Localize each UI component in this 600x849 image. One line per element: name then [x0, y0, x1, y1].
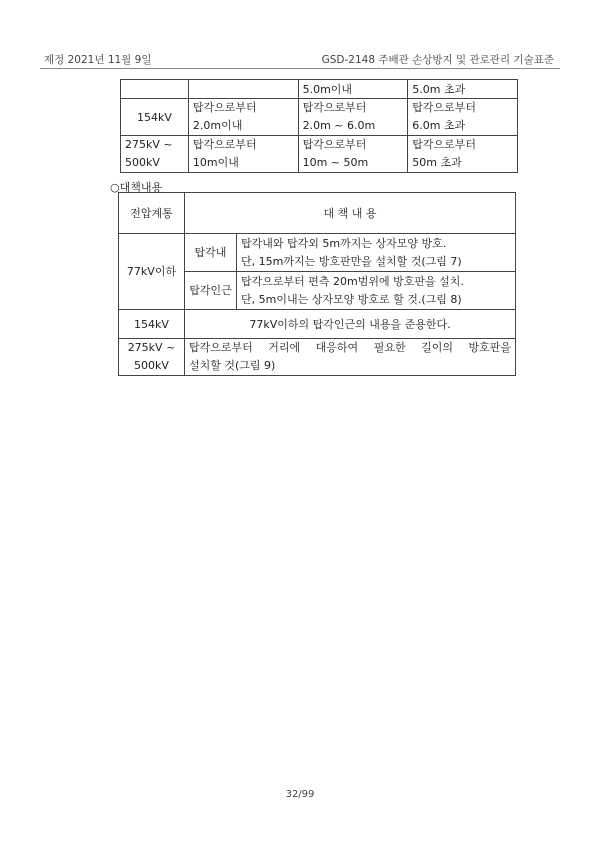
cell-line: 설치할 것(그림 9) — [189, 359, 276, 372]
table-row — [119, 234, 516, 272]
table-cell: 5.0m이내 — [298, 80, 408, 99]
cell-line: 탑각으로부터 — [412, 138, 477, 151]
voltage-cell — [121, 136, 189, 173]
cell-line: 탑각으로부터 거리에 대응하여 필요한 길이의 방호판을 — [189, 341, 511, 354]
table-cell — [121, 80, 189, 99]
page-number: 32/99 — [285, 789, 315, 800]
table-cell: 5.0m 초과 — [408, 80, 518, 99]
distance-table — [120, 79, 518, 173]
cell-line: 6.0m 초과 — [412, 119, 466, 132]
header-document-title: GSD-2148 주배관 손상방지 및 관로관리 기술표준 — [321, 54, 554, 66]
page-header — [40, 48, 560, 69]
table-row — [119, 339, 516, 376]
table-cell — [188, 99, 298, 136]
cell-line: 단, 5m이내는 상자모양 방호로 할 것.(그림 8) — [241, 292, 462, 306]
subcategory-cell: 탑각내 — [185, 234, 237, 272]
voltage-cell: 154kV — [121, 99, 189, 136]
cell-line: 275kV ~ — [125, 138, 173, 151]
column-header-voltage: 전압계통 — [119, 193, 185, 234]
measures-table — [118, 192, 516, 376]
cell-line: 탑각으로부터 — [192, 138, 257, 151]
cell-line: 500kV — [125, 156, 160, 169]
table-cell — [408, 136, 518, 173]
column-header-measures: 대 책 내 용 — [185, 193, 516, 234]
measure-cell — [185, 339, 516, 376]
cell-line: 탑각으로부터 — [302, 138, 367, 151]
table-cell — [298, 99, 408, 136]
cell-line: 50m 초과 — [412, 156, 462, 169]
table-header-row — [119, 193, 516, 234]
cell-line: 2.0m ~ 6.0m — [302, 119, 376, 132]
cell-line: 단, 15m까지는 방호판만을 설치할 것(그림 7) — [241, 254, 462, 268]
table-cell — [298, 136, 408, 173]
cell-line: 275kV ~ — [127, 341, 176, 354]
voltage-cell: 77kV이하 — [119, 234, 185, 310]
cell-line: 탑각내와 탑각외 5m까지는 상자모양 방호. — [241, 236, 447, 250]
cell-line: 10m이내 — [192, 156, 239, 169]
cell-line: 탑각으로부터 편측 20m범위에 방호판을 설치. — [241, 274, 464, 288]
voltage-cell: 154kV — [119, 310, 185, 339]
subcategory-cell: 탑각인근 — [185, 272, 237, 310]
table-row — [119, 310, 516, 339]
table-row — [121, 136, 518, 173]
cell-line: 500kV — [134, 359, 169, 372]
cell-line: 10m ~ 50m — [302, 156, 369, 169]
cell-line: 2.0m이내 — [192, 119, 243, 132]
section-title: ○대책내용 — [110, 181, 163, 194]
measure-cell — [237, 234, 516, 272]
measure-cell: 77kV이하의 탑각인근의 내용을 준용한다. — [185, 310, 516, 339]
voltage-cell — [119, 339, 185, 376]
header-date: 제정 2021년 11월 9일 — [44, 54, 152, 66]
table-row — [121, 99, 518, 136]
table-row — [121, 80, 518, 99]
cell-line: 탑각으로부터 — [192, 101, 257, 114]
table-cell — [188, 136, 298, 173]
cell-line: 탑각으로부터 — [412, 101, 477, 114]
cell-line: 탑각으로부터 — [302, 101, 367, 114]
table-cell — [408, 99, 518, 136]
measure-cell — [237, 272, 516, 310]
table-cell — [188, 80, 298, 99]
